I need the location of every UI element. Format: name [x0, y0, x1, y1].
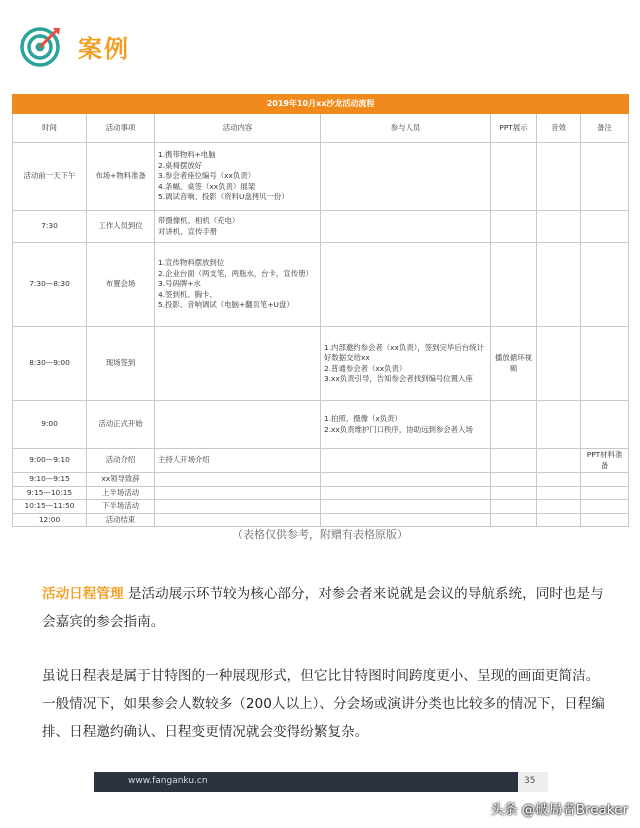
cell-time: 9:00—9:10 — [13, 449, 87, 473]
cell-item: 下半场活动 — [87, 500, 155, 514]
target-icon — [20, 25, 62, 67]
cell-ppt: 播放循环视频 — [491, 327, 537, 401]
cell-ppt — [491, 243, 537, 327]
table-header-row — [13, 114, 629, 143]
footer-url[interactable]: www.fanganku.cn — [128, 776, 208, 786]
cell-item: 现场签到 — [87, 327, 155, 401]
cell-content: 1.宣传物料摆放到位 2.企业台面（两支笔，两瓶水，台卡，宣传册） 3.号码牌+水 4.签到机、胸卡、 5.投影、音响调试（电脑+翻页笔+U盘） — [155, 243, 321, 327]
cell-people — [321, 513, 491, 527]
table-row — [13, 486, 629, 500]
cell-item: 布场+物料准备 — [87, 143, 155, 211]
cell-time: 活动前一天下午 — [13, 143, 87, 211]
cell-note — [581, 327, 629, 401]
cell-sound — [537, 401, 581, 449]
cell-sound — [537, 513, 581, 527]
cell-people — [321, 500, 491, 514]
cell-sound — [537, 473, 581, 487]
cell-sound — [537, 449, 581, 473]
cell-time: 9:10—9:15 — [13, 473, 87, 487]
cell-ppt — [491, 513, 537, 527]
schedule-table — [12, 94, 629, 527]
col-header-sound: 音效 — [537, 114, 581, 143]
schedule-table-container — [12, 94, 628, 527]
cell-content: 主持人开场介绍 — [155, 449, 321, 473]
cell-people — [321, 473, 491, 487]
cell-content — [155, 401, 321, 449]
highlight-term: 活动日程管理 — [42, 586, 124, 602]
cell-item: 上半场活动 — [87, 486, 155, 500]
page-header — [20, 22, 130, 70]
cell-note — [581, 211, 629, 243]
cell-ppt — [491, 449, 537, 473]
page-number: 35 — [524, 776, 536, 786]
cell-sound — [537, 211, 581, 243]
table-row — [13, 327, 629, 401]
cell-sound — [537, 500, 581, 514]
col-header-note: 备注 — [581, 114, 629, 143]
cell-note — [581, 401, 629, 449]
cell-item: xx领导致辞 — [87, 473, 155, 487]
cell-time: 7:30 — [13, 211, 87, 243]
col-header-content: 活动内容 — [155, 114, 321, 143]
table-row — [13, 143, 629, 211]
cell-sound — [537, 243, 581, 327]
cell-note: PPT材料准备 — [581, 449, 629, 473]
cell-note — [581, 143, 629, 211]
table-row — [13, 401, 629, 449]
cell-note — [581, 473, 629, 487]
table-row — [13, 211, 629, 243]
cell-note — [581, 500, 629, 514]
cell-time: 12:00 — [13, 513, 87, 527]
cell-content: 1.携带物料+电脑 2.桌椅摆放好 3.参会者座位编号（xx负责） 4.条幅、桌签（xx负责）展架 5.调试音响、投影（资料U盘拷贝一份） — [155, 143, 321, 211]
cell-ppt — [491, 143, 537, 211]
cell-people — [321, 143, 491, 211]
cell-content — [155, 486, 321, 500]
cell-time: 7:30—8:30 — [13, 243, 87, 327]
cell-content: 带摄像机、相机（充电） 对讲机、宣传手册 — [155, 211, 321, 243]
cell-item: 活动正式开始 — [87, 401, 155, 449]
col-header-ppt: PPT展示 — [491, 114, 537, 143]
cell-item: 活动结束 — [87, 513, 155, 527]
cell-item: 工作人员到位 — [87, 211, 155, 243]
cell-content — [155, 513, 321, 527]
cell-ppt — [491, 211, 537, 243]
cell-time: 10:15—11:50 — [13, 500, 87, 514]
cell-note — [581, 486, 629, 500]
col-header-time: 时间 — [13, 114, 87, 143]
cell-content — [155, 500, 321, 514]
cell-item: 布置会场 — [87, 243, 155, 327]
cell-sound — [537, 486, 581, 500]
table-row — [13, 500, 629, 514]
cell-note — [581, 243, 629, 327]
cell-time: 9:00 — [13, 401, 87, 449]
cell-people — [321, 486, 491, 500]
col-header-people: 参与人员 — [321, 114, 491, 143]
cell-sound — [537, 327, 581, 401]
paragraph-intro — [42, 580, 612, 636]
table-title: 2019年10月xx沙龙活动流程 — [13, 95, 629, 114]
col-header-item: 活动事项 — [87, 114, 155, 143]
table-row — [13, 473, 629, 487]
cell-ppt — [491, 401, 537, 449]
watermark: 头条 @破局者Breaker — [490, 802, 628, 818]
cell-time: 8:30—9:00 — [13, 327, 87, 401]
cell-people — [321, 449, 491, 473]
page-title: 案例 — [78, 34, 130, 63]
cell-people: 1.拍照、摄像（x负责） 2.xx负责维护门口秩序，协助远到参会者入场 — [321, 401, 491, 449]
cell-ppt — [491, 473, 537, 487]
cell-people: 1.内部邀约参会者（xx负责），签到完毕后台统计好数据交给xx 2.普通参会者（xx负责） 3.xx负责引导，告知参会者找到编号位置入座 — [321, 327, 491, 401]
cell-content — [155, 327, 321, 401]
cell-people — [321, 211, 491, 243]
table-row — [13, 243, 629, 327]
cell-note — [581, 513, 629, 527]
cell-content — [155, 473, 321, 487]
cell-sound — [537, 143, 581, 211]
table-caption: （表格仅供参考，附赠有表格原版） — [232, 528, 408, 541]
table-row — [13, 449, 629, 473]
cell-item: 活动介绍 — [87, 449, 155, 473]
cell-ppt — [491, 500, 537, 514]
cell-time: 9:15—10:15 — [13, 486, 87, 500]
cell-people — [321, 243, 491, 327]
cell-ppt — [491, 486, 537, 500]
paragraph-intro-text: 是活动展示环节较为核心部分，对参会者来说就是会议的导航系统，同时也是与会嘉宾的参会指南。 — [42, 586, 604, 630]
paragraph-body: 虽说日程表是属于甘特图的一种展现形式，但它比甘特图时间跨度更小、呈现的画面更简洁。一般情况下，如果参会人数较多（200人以上）、分会场或演讲分类也比较多的情况下，日程编排、日程邀约确认、日程变更情况就会变得纷繁复杂。 — [42, 668, 605, 740]
table-row — [13, 513, 629, 527]
